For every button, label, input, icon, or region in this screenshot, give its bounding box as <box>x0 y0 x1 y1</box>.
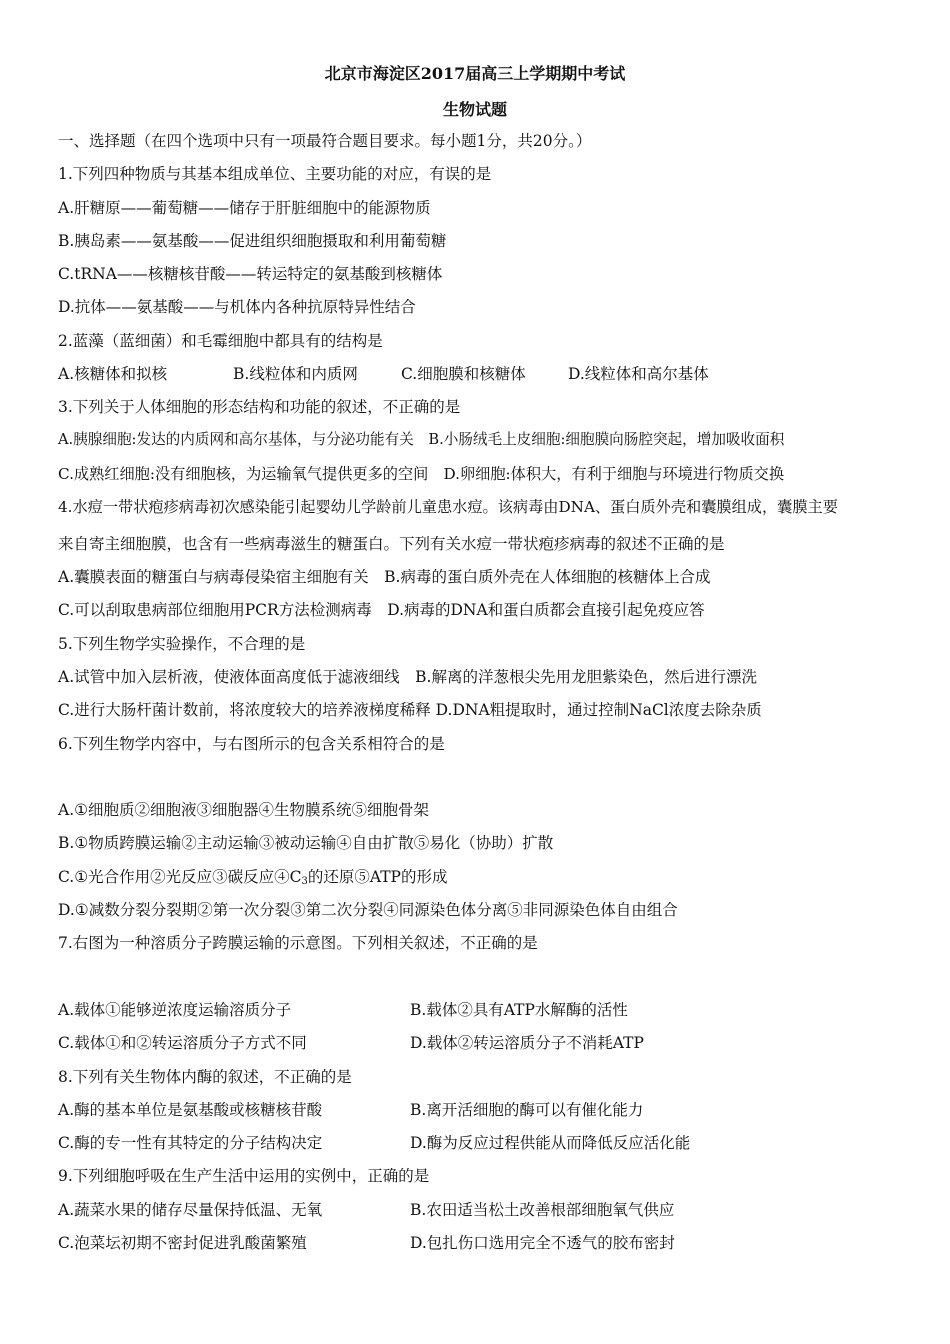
question-9-option-d: D.包扎伤口选用完全不透气的胶布密封 <box>410 1234 675 1252</box>
question-6-option-c <box>58 867 448 892</box>
question-4-options-cd: C.可以刮取患病部位细胞用PCR方法检测病毒 D.病毒的DNA和蛋白质都会直接引起免疫应答 <box>58 601 705 619</box>
question-8-option-a: A.酶的基本单位是氨基酸或核糖核苷酸 <box>58 1101 323 1119</box>
question-8-option-c: C.酶的专一性有其特定的分子结构决定 <box>58 1134 323 1152</box>
question-7-option-a: A.载体①能够逆浓度运输溶质分子 <box>58 1001 292 1019</box>
question-6-option-c-text-end: 的还原⑤ATP的形成 <box>307 868 448 886</box>
question-1-option-b: B.胰岛素——氨基酸——促进组织细胞摄取和利用葡萄糖 <box>58 232 447 250</box>
question-6-option-a: A.①细胞质②细胞液③细胞器④生物膜系统⑤细胞骨架 <box>58 801 430 819</box>
question-4-stem-line2: 来自寄主细胞膜，也含有一些病毒滋生的糖蛋白。下列有关水痘一带状疱疹病毒的叙述不正确的是 <box>58 535 725 553</box>
question-6-option-c-text: C.①光合作用②光反应③碳反应④C <box>58 868 302 886</box>
question-9-stem: 9.下列细胞呼吸在生产生活中运用的实例中，正确的是 <box>58 1167 430 1185</box>
question-8-option-b: B.离开活细胞的酶可以有催化能力 <box>410 1101 644 1119</box>
section-heading: 一、选择题（在四个选项中只有一项最符合题目要求。每小题1分，共20分。） <box>58 132 592 150</box>
question-3-options-ab: A.胰腺细胞:发达的内质网和高尔基体，与分泌功能有关 B.小肠绒毛上皮细胞:细胞膜向肠腔突起，增加吸收面积 <box>58 431 785 448</box>
question-1-option-d: D.抗体——氨基酸——与机体内各种抗原特异性结合 <box>58 298 416 316</box>
question-6-option-b: B.①物质跨膜运输②主动运输③被动运输④自由扩散⑤易化（协助）扩散 <box>58 834 554 852</box>
question-1-option-a: A.肝糖原——葡萄糖——储存于肝脏细胞中的能源物质 <box>58 199 431 217</box>
question-8-stem: 8.下列有关生物体内酶的叙述，不正确的是 <box>58 1068 352 1086</box>
question-5-options-cd: C.进行大肠杆菌计数前，将浓度较大的培养液梯度稀释 D.DNA粗提取时，通过控制NaCl浓度去除杂质 <box>58 701 762 719</box>
exam-subtitle: 生物试题 <box>442 100 507 119</box>
question-5-options-ab: A.试管中加入层析液，使液体面高度低于滤液细线 B.解离的洋葱根尖先用龙胆紫染色，然后进行漂洗 <box>58 668 757 686</box>
question-2-option-a: A.核糖体和拟核 <box>58 365 168 383</box>
question-3-options-cd: C.成熟红细胞:没有细胞核，为运输氧气提供更多的空间 D.卵细胞:体积大，有利于细胞与环境进行物质交换 <box>58 465 785 483</box>
question-2-option-d: D.线粒体和高尔基体 <box>568 365 709 383</box>
question-3-stem: 3.下列关于人体细胞的形态结构和功能的叙述，不正确的是 <box>58 398 461 416</box>
question-7-stem: 7.右图为一种溶质分子跨膜运输的示意图。下列相关叙述，不正确的是 <box>58 934 538 952</box>
question-7-option-c: C.载体①和②转运溶质分子方式不同 <box>58 1034 307 1052</box>
question-8-option-d: D.酶为反应过程供能从而降低反应活化能 <box>410 1134 691 1152</box>
question-2-stem: 2.蓝藻（蓝细菌）和毛霉细胞中都具有的结构是 <box>58 332 383 350</box>
question-6-option-d: D.①减数分裂分裂期②第一次分裂③第二次分裂④同源染色体分离⑤非同源染色体自由组合 <box>58 901 678 919</box>
question-9-option-b: B.农田适当松土改善根部细胞氧气供应 <box>410 1201 675 1219</box>
question-6-stem: 6.下列生物学内容中，与右图所示的包含关系相符合的是 <box>58 735 445 753</box>
question-1-option-c: C.tRNA——核糖核苷酸——转运特定的氨基酸到核糖体 <box>58 265 443 283</box>
question-7-option-b: B.载体②具有ATP水解酶的活性 <box>410 1001 628 1019</box>
question-4-options-ab: A.囊膜表面的糖蛋白与病毒侵染宿主细胞有关 B.病毒的蛋白质外壳在人体细胞的核糖体上合成 <box>58 568 711 586</box>
question-9-option-a: A.蔬菜水果的储存尽量保持低温、无氧 <box>58 1201 323 1219</box>
question-2-option-c: C.细胞膜和核糖体 <box>401 365 526 383</box>
question-1-stem: 1.下列四种物质与其基本组成单位、主要功能的对应，有误的是 <box>58 165 492 183</box>
question-9-option-c: C.泡菜坛初期不密封促进乳酸菌繁殖 <box>58 1234 307 1252</box>
question-7-option-d: D.载体②转运溶质分子不消耗ATP <box>410 1034 644 1052</box>
question-4-stem-line1: 4.水痘一带状疱疹病毒初次感染能引起婴幼儿学龄前儿童患水痘。该病毒由DNA、蛋白质外壳和囊膜组成，囊膜主要 <box>58 498 838 516</box>
question-5-stem: 5.下列生物学实验操作，不合理的是 <box>58 635 306 653</box>
question-2-option-b: B.线粒体和内质网 <box>233 365 358 383</box>
subscript-3: 3 <box>301 876 308 887</box>
exam-title: 北京市海淀区2017届高三上学期期中考试 <box>324 64 626 83</box>
